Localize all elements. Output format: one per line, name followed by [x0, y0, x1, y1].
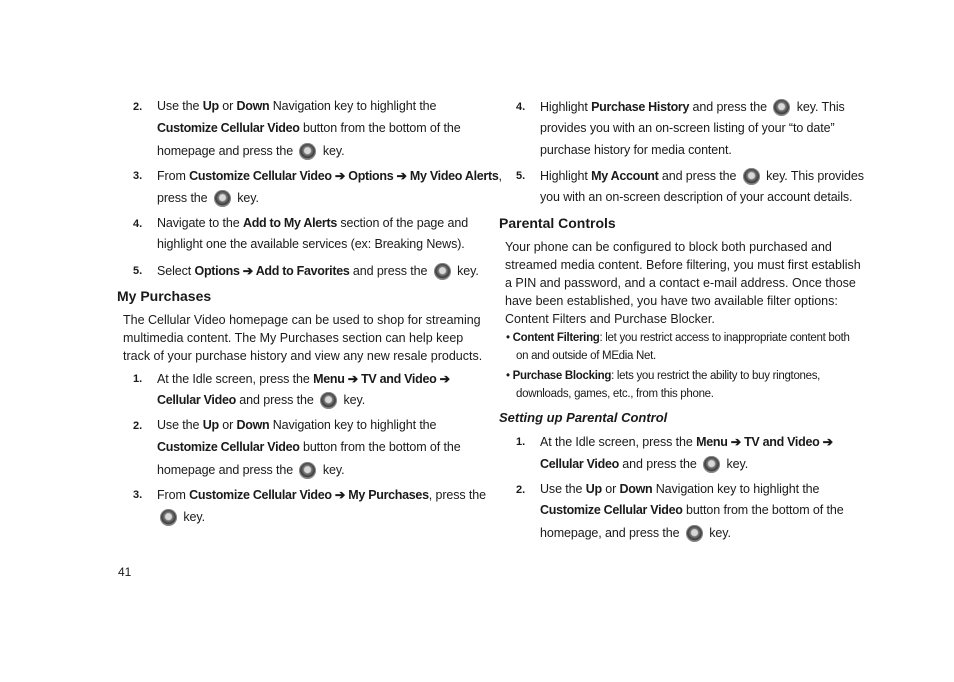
step-number: 4. [133, 218, 143, 230]
section-paragraph-line: The Cellular Video homepage can be used to shop for streaming [123, 313, 481, 327]
step-text [157, 509, 205, 526]
section-heading: My Purchases [117, 288, 212, 304]
bold-term: Options ➔ Add to Favorites [194, 264, 350, 278]
text-run: Use the [157, 99, 203, 113]
select-key-icon [320, 392, 337, 409]
step-text [157, 418, 436, 432]
select-key-icon [299, 143, 316, 160]
text-run: and press the [658, 169, 740, 183]
text-run: key. [723, 457, 749, 471]
step-number: 2. [133, 101, 143, 113]
bullet-text [516, 350, 656, 362]
step-number: 2. [133, 420, 143, 432]
section-paragraph-line: Your phone can be configured to block both purchased and [505, 240, 832, 254]
text-run: key. [319, 463, 345, 477]
section-paragraph-line: multimedia content. The My Purchases section can help keep [123, 331, 464, 345]
step-number: 3. [133, 489, 143, 501]
select-key-icon [703, 456, 720, 473]
text-run: button from the bottom of the [299, 440, 461, 454]
text-run: highlight one the available services (ex: Breaking News). [157, 237, 465, 251]
text-run: and press the [618, 457, 701, 471]
step-text [157, 216, 468, 230]
text-run: homepage and press the [157, 144, 297, 158]
text-run: you with an on-screen description of your account details. [540, 190, 853, 204]
text-run: , press the [428, 488, 487, 502]
bold-term: Customize Cellular Video [540, 503, 683, 517]
step-number: 1. [133, 373, 143, 385]
text-run: provides you with an on-screen listing of your “to date” [540, 121, 835, 135]
step-text [157, 487, 486, 502]
step-text [157, 440, 461, 454]
step-text [540, 503, 844, 517]
bold-term: Up [585, 482, 602, 496]
text-run: Navigation key to highlight the [269, 99, 437, 113]
text-run: or [601, 482, 620, 496]
text-run: button from the bottom of the [682, 503, 844, 517]
select-key-icon [160, 509, 177, 526]
subsection-heading: Setting up Parental Control [499, 410, 668, 425]
step-text [157, 168, 502, 183]
bold-term: Menu ➔ TV and Video ➔ [313, 372, 450, 386]
bold-term: Customize Cellular Video [157, 440, 300, 454]
step-number: 3. [133, 170, 143, 182]
step-text [540, 121, 835, 135]
step-number: 1. [516, 436, 526, 448]
text-run: key. This [793, 100, 845, 114]
step-text [157, 99, 436, 113]
select-key-icon [686, 525, 703, 542]
select-key-icon [434, 263, 451, 280]
text-run: key. [453, 264, 479, 278]
text-run: or [218, 99, 237, 113]
step-number: 5. [516, 170, 526, 182]
step-text [540, 99, 845, 116]
bold-term: Purchase History [591, 100, 690, 114]
text-run: press the [157, 191, 211, 205]
text-run: At the Idle screen, press the [540, 435, 697, 449]
section-heading: Parental Controls [499, 215, 616, 231]
bold-term: My Account [591, 169, 659, 183]
text-run: homepage, and press the [540, 526, 683, 540]
step-text [540, 456, 748, 473]
text-run: Navigation key to highlight the [652, 482, 820, 496]
text-run: or [218, 418, 237, 432]
bullet-text [506, 332, 850, 344]
bold-term: Cellular Video [540, 457, 619, 471]
bold-term: Content Filtering [512, 332, 600, 344]
text-run: homepage and press the [157, 463, 297, 477]
text-run: Highlight [540, 169, 592, 183]
step-text [157, 121, 461, 135]
select-key-icon [299, 462, 316, 479]
text-run: Use the [157, 418, 203, 432]
step-text [157, 263, 479, 280]
text-run: downloads, games, etc., from this phone. [516, 388, 714, 400]
step-text [157, 190, 259, 207]
bold-term: Customize Cellular Video ➔ My Purchases [189, 488, 429, 502]
section-paragraph-line: track of your purchase history and view any new resale products. [123, 349, 483, 363]
bold-term: Menu ➔ TV and Video ➔ [696, 435, 833, 449]
text-run: : lets you restrict the ability to buy ringtones, [611, 370, 821, 382]
bold-term: Down [236, 99, 270, 113]
step-text [157, 392, 365, 409]
step-text [540, 525, 731, 542]
text-run: key. This provides [762, 169, 864, 183]
step-text [540, 190, 852, 204]
bold-term: Cellular Video [157, 393, 236, 407]
text-run: From [157, 169, 190, 183]
text-run: and press the [235, 393, 318, 407]
select-key-icon [214, 190, 231, 207]
text-run: Highlight [540, 100, 592, 114]
bold-term: Add to My Alerts [242, 216, 338, 230]
page-number: 41 [118, 565, 132, 579]
text-run: At the Idle screen, press the [157, 372, 314, 386]
step-number: 2. [516, 484, 526, 496]
text-run: Use the [540, 482, 586, 496]
bold-term: Purchase Blocking [512, 370, 612, 382]
text-run: From [157, 488, 190, 502]
text-run: key. [319, 144, 345, 158]
step-number: 4. [516, 101, 526, 113]
select-key-icon [743, 168, 760, 185]
bullet-text [506, 370, 820, 382]
step-text [540, 168, 864, 185]
text-run: Navigate to the [157, 216, 243, 230]
bold-term: Customize Cellular Video ➔ Options ➔ My Video Alerts [189, 169, 499, 183]
text-run: key. [180, 510, 205, 524]
step-text [157, 143, 344, 160]
text-run: Navigation key to highlight the [269, 418, 437, 432]
text-run: • [506, 370, 513, 382]
section-paragraph-line: Content Filters and Purchase Blocker. [505, 312, 715, 326]
step-text [540, 143, 732, 157]
bold-term: Customize Cellular Video [157, 121, 300, 135]
text-run: • [506, 332, 513, 344]
text-run: button from the bottom of the [299, 121, 461, 135]
text-run: and press the [689, 100, 771, 114]
bullet-text [516, 388, 714, 400]
text-run: key. [340, 393, 366, 407]
section-paragraph-line: a PIN and password, and a contact e-mail address. Once those [505, 276, 856, 290]
text-run: key. [705, 526, 731, 540]
step-text [157, 237, 465, 251]
step-text [540, 434, 833, 449]
text-run: on and outside of MEdia Net. [516, 350, 656, 362]
text-run: and press the [349, 264, 431, 278]
text-run: purchase history for media content. [540, 143, 732, 157]
text-run: section of the page and [337, 216, 469, 230]
step-text [157, 371, 450, 386]
section-paragraph-line: streamed media content. Before filtering, you must first establish [505, 258, 861, 272]
select-key-icon [773, 99, 790, 116]
text-run: Select [157, 264, 195, 278]
text-run: : let you restrict access to inappropriate content both [599, 332, 850, 344]
bold-term: Up [202, 418, 219, 432]
bold-term: Down [619, 482, 653, 496]
step-text [540, 482, 819, 496]
section-paragraph-line: have been established, you have two available filter options: [505, 294, 838, 308]
text-run: , [498, 169, 502, 183]
text-run: key. [233, 191, 259, 205]
bold-term: Down [236, 418, 270, 432]
bold-term: Up [202, 99, 219, 113]
step-number: 5. [133, 265, 143, 277]
step-text [157, 462, 344, 479]
